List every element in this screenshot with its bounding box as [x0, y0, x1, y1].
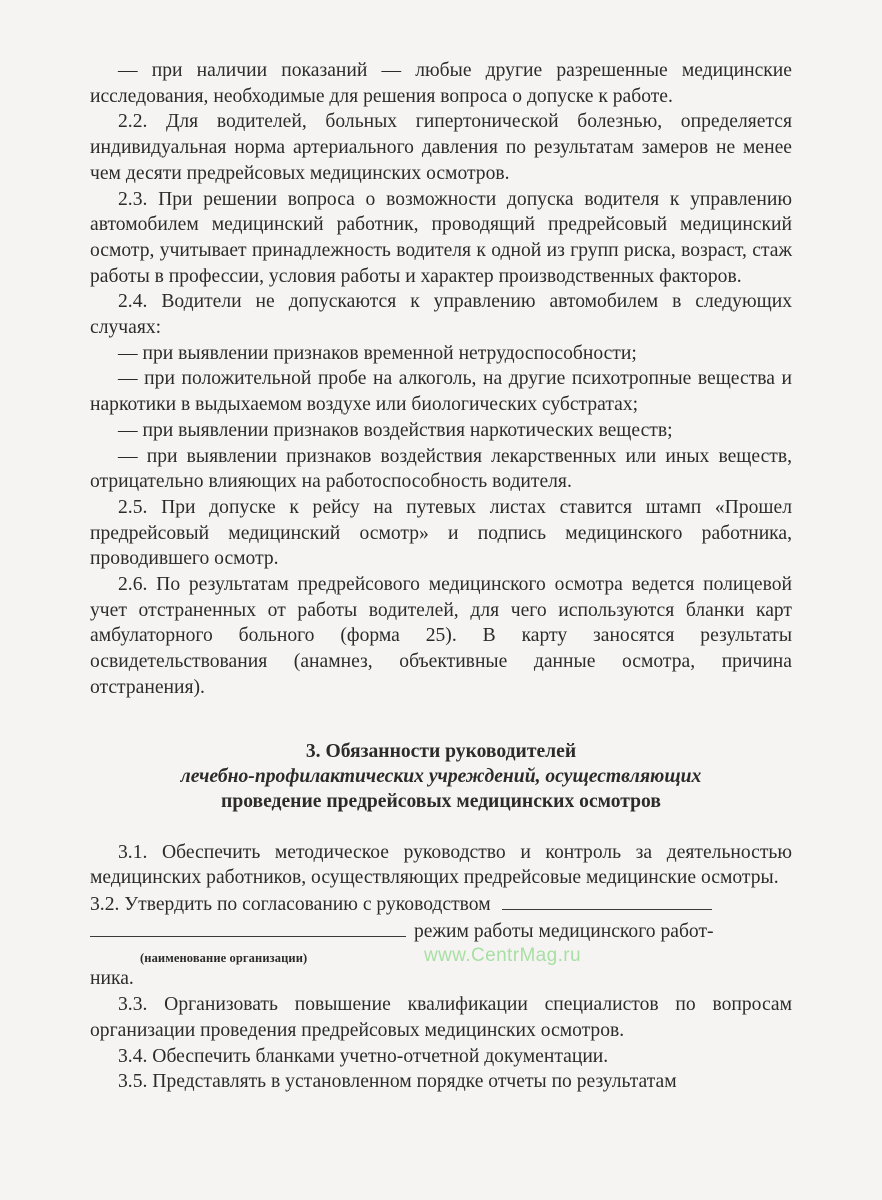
paragraph-3-2-first-line: [90, 891, 792, 918]
paragraph-3-5: 3.5. Представлять в установленном порядке отчеты по результатам: [118, 1071, 677, 1093]
heading-line-1: 3. Обязанности руководителей: [305, 740, 577, 762]
paragraph-3-1: 3.1. Обеспечить методическое руководство и контроль за деятельностью медицинских работников, осуществляющих предрейсовые медицинские осмотры.: [90, 841, 792, 889]
caption-row: [90, 944, 792, 966]
heading-line-2: лечебно-профилактических учреждений, осуществляющих: [180, 765, 702, 787]
list-item-narcotics: — при выявлении признаков воздействия наркотических веществ;: [118, 419, 673, 441]
paragraph-2-5: 2.5. При допуске к рейсу на путевых листах ставится штамп «Прошел предрейсовый медицинский осмотр» и подпись медицинского работника, проводившего осмотр.: [90, 496, 792, 570]
organization-blank-line-2: [90, 918, 406, 937]
paragraph-list-item: — при наличии показаний — любые другие разрешенные медицинские исследования, необходимые для решения вопроса о допуске к работе.: [90, 60, 792, 107]
paragraph-3-3: 3.3. Организовать повышение квалификации специалистов по вопросам организации проведения предрейсовых медицинских осмотров.: [90, 994, 792, 1041]
section-3-heading: [90, 739, 792, 814]
paragraph-2-3: 2.3. При решении вопроса о возможности допуска водителя к управлению автомобилем медицинский работник, проводящий предрейсовый медицинский осмотр, учитывает принадлежность водителя к одной из групп риска, возраст, стаж работы в профессии, условия работы и характер производственных факторов.: [90, 188, 792, 287]
organization-caption: (наименование организации): [140, 951, 308, 966]
paragraph-3-2-end: ника.: [90, 968, 134, 990]
paragraph-3-2-lead: 3.2. Утвердить по согласованию с руководством: [90, 893, 491, 915]
paragraph-3-2-tail: режим работы медицинского работ-: [414, 920, 714, 942]
list-item-alcohol-test: — при положительной пробе на алкоголь, на другие психотропные вещества и наркотики в выдыхаемом воздухе или биологических субстратах;: [90, 368, 792, 416]
paragraph-2-4: 2.4. Водители не допускаются к управлению автомобилем в следующих случаях:: [90, 291, 792, 339]
paragraph-2-6: 2.6. По результатам предрейсового медицинского осмотра ведется полицевой учет отстраненных от работы водителей, для чего используются бланки карт амбулаторного больного (форма 25). В карту заносятся результаты освидетельствования (анамнез, объективные данные осмотра, причина отстранения).: [90, 574, 792, 698]
list-item-medications: — при выявлении признаков воздействия лекарственных или иных веществ, отрицательно влияющих на работоспособность водителя.: [90, 445, 792, 493]
list-item-temporary-disability: — при выявлении признаков временной нетрудоспособности;: [118, 342, 637, 364]
heading-line-3: проведение предрейсовых медицинских осмотров: [221, 790, 661, 812]
document-body: [90, 58, 792, 1095]
organization-blank-line-1: [502, 891, 712, 910]
paragraph-3-2-second-line: [90, 918, 792, 945]
paragraph-3-4: 3.4. Обеспечить бланками учетно-отчетной документации.: [118, 1045, 609, 1067]
watermark: www.CentrMag.ru: [424, 945, 581, 967]
paragraph-2-2: 2.2. Для водителей, больных гипертонической болезнью, определяется индивидуальная норма артериального давления по результатам замеров не менее чем десяти предрейсовых медицинских осмотров.: [90, 111, 792, 184]
